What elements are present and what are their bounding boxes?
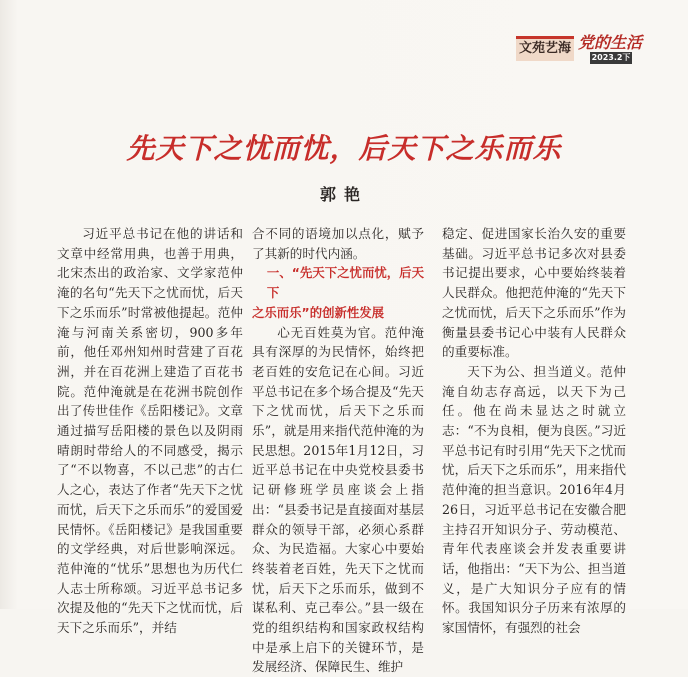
section-tag: 文苑艺海: [516, 36, 574, 61]
section-heading-line: 之乐而乐”的创新性发展: [252, 304, 385, 320]
magazine-logo: 党的生活: [578, 33, 643, 52]
paragraph: 稳定、促进国家长治久安的重要基础。习近平总书记多次对县委书记提出要求，心中要始终装着人民群众。他把范仲淹的“先天下之忧而忧，后天下之乐而乐”作为衡量县委书记心中装有人民群众的重要标准。: [442, 226, 626, 360]
paragraph: 心无百姓莫为官。范仲淹具有深厚的为民情怀，始终把老百姓的安危记在心间。习近平总书记在多个场合提及“先天下之忧而忧，后天下之乐而乐”，就是用来指代范仲淹的为民思想。2015年1月12日，习近平总书记在中央党校县委书记研修班学员座谈会上指出：“县委书记是直接面对基层群众的领导干部，必须心系群众、为民造福。大家心中要始终装着老百姓，先天下之忧而忧，后天下之乐而乐，做到不谋私利、克己奉公。”县一级在党的组织结构和国家政权结构中是承上启下的关键环节，是发展经济、保障民生、维护: [252, 324, 424, 675]
paragraph: 天下为公、担当道义。范仲淹自幼志存高远，以天下为己任。他在尚未显达之时就立志：“不为良相，便为良医。”习近平总书记有时引用“先天下之忧而忧，后天下之乐而乐”，用来指代范仲淹的担当意识。2016年4月26日，习近平总书记在安徽合肥主持召开知识分子、劳动模范、青年代表座谈会并发表重要讲话，他指出：“天下为公、担当道义，是广大知识分子应有的情怀。我国知识分子历来有浓厚的家国情怀，有强烈的社会: [442, 363, 626, 636]
section-heading: [252, 263, 424, 322]
text-column-2: [252, 224, 424, 677]
paragraph: 合不同的语境加以点化，赋予了其新的时代内涵。: [252, 226, 424, 261]
article-author: 郭艳: [319, 185, 368, 204]
text-column-3: [442, 224, 626, 638]
text-column-1: [57, 224, 243, 638]
section-heading-line: 一、“先天下之忧而忧，后天下: [266, 265, 424, 301]
article-title: 先天下之忧而忧，后天下之乐而乐: [126, 132, 562, 165]
issue-badge: 2023.2下: [591, 53, 631, 62]
paragraph: 习近平总书记在他的讲话和文章中经常用典，也善于用典，北宋杰出的政治家、文学家范仲淹的名句“先天下之忧而忧，后天下之乐而乐”时常被他提起。范仲淹与河南关系密切，900多年前，他任邓州知州时营建了百花洲，并在百花洲上建造了百花书院。范仲淹就是在花洲书院创作出了传世佳作《岳阳楼记》。文章通过描写岳阳楼的景色以及阴雨晴朗时带给人的不同感受，揭示了“不以物喜，不以己悲”的古仁人之心，表达了作者“先天下之忧而忧，后天下之乐而乐”的爱国爱民情怀。《岳阳楼记》是我国重要的文学经典，对后世影响深远。范仲淹的“忧乐”思想也为历代仁人志士所称颂。习近平总书记多次提及他的“先天下之忧而忧，后天下之乐而乐”，并结: [57, 226, 243, 636]
page-header: [516, 33, 643, 62]
